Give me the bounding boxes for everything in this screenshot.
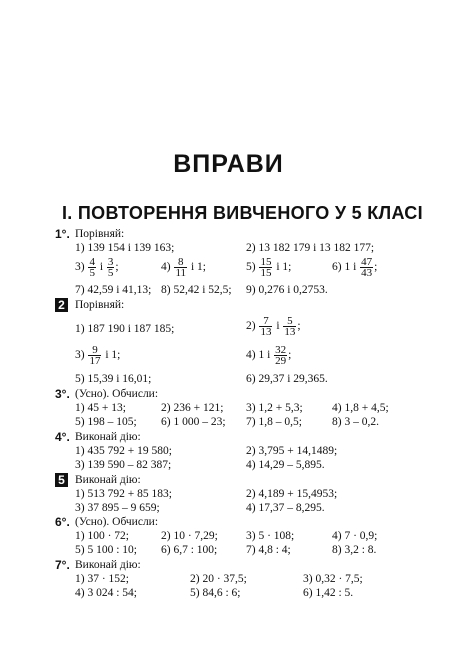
item: 8) 3,2 : 8. xyxy=(332,544,377,556)
exercise-label: Виконай дію: xyxy=(75,559,141,571)
item: 6) 1,42 : 5. xyxy=(303,587,354,599)
page-title: ВПРАВИ xyxy=(173,150,284,178)
item: 5) 84,6 : 6; xyxy=(190,587,241,599)
item: 5) 198 – 105; xyxy=(75,416,137,428)
item-fraction: 4) 1 і $\frac{32}{29}$ ; xyxy=(246,344,292,367)
fraction: $\frac{7}{13}$ xyxy=(260,315,272,338)
item-fraction: 4) $\frac{8}{11}$ і 1; xyxy=(161,256,206,279)
item: 1) 139 154 і 139 163; xyxy=(75,242,175,254)
exercise-number: 1°. xyxy=(55,227,70,241)
item: 7) 42,59 і 41,13; xyxy=(75,284,152,296)
fraction: $\frac{3}{5}$ xyxy=(107,256,114,279)
exercise-label: (Усно). Обчисли: xyxy=(75,516,159,528)
item: 1) 187 190 і 187 185; xyxy=(75,323,175,335)
item: 1) 435 792 + 19 580; xyxy=(75,445,172,457)
exercise-number: 7°. xyxy=(55,558,70,572)
item: 4) 7 · 0,9; xyxy=(332,530,378,542)
fraction: $\frac{32}{29}$ xyxy=(275,344,287,367)
item: 4) 14,29 – 5,895. xyxy=(246,459,325,471)
exercise-number: 6°. xyxy=(55,515,70,529)
item: 3) 37 895 – 9 659; xyxy=(75,502,160,514)
item: 1) 513 792 + 85 183; xyxy=(75,488,172,500)
item: 4) 3 024 : 54; xyxy=(75,587,137,599)
exercise-number: 2 xyxy=(55,298,68,312)
item-fraction: 2) $\frac{7}{13}$ і $\frac{5}{13}$ ; xyxy=(246,315,301,338)
exercise-label: Виконай дію: xyxy=(75,431,141,443)
fraction: $\frac{15}{15}$ xyxy=(260,256,272,279)
fraction: $\frac{5}{13}$ xyxy=(284,315,296,338)
item: 1) 100 · 72; xyxy=(75,530,129,542)
item: 9) 0,276 і 0,2753. xyxy=(246,284,328,296)
item-fraction: 3) $\frac{9}{17}$ і 1; xyxy=(75,344,121,367)
exercise-number: 5 xyxy=(55,473,68,487)
item: 6) 29,37 і 29,365. xyxy=(246,373,328,385)
item: 2) 236 + 121; xyxy=(161,402,224,414)
exercise-label: Порівняй: xyxy=(75,228,125,240)
item: 6) 1 000 – 23; xyxy=(161,416,226,428)
fraction: $\frac{4}{5}$ xyxy=(89,256,95,279)
item: 2) 4,189 + 15,4953; xyxy=(246,488,338,500)
item: 8) 52,42 і 52,5; xyxy=(161,284,232,296)
exercise-label: Виконай дію: xyxy=(75,474,141,486)
section-heading: І. ПОВТОРЕННЯ ВИВЧЕНОГО У 5 КЛАСІ xyxy=(62,203,423,223)
item: 2) 13 182 179 і 13 182 177; xyxy=(246,242,375,254)
item: 1) 37 · 152; xyxy=(75,573,129,585)
item-fraction: 3) $\frac{4}{5}$ і $\frac{3}{5}$ ; xyxy=(75,256,119,279)
item: 2) 20 · 37,5; xyxy=(190,573,247,585)
item: 3) 5 · 108; xyxy=(246,530,295,542)
fraction: $\frac{9}{17}$ xyxy=(89,344,101,367)
exercise-number: 3°. xyxy=(55,387,70,401)
item: 6) 6,7 : 100; xyxy=(161,544,218,556)
item: 1) 45 + 13; xyxy=(75,402,126,414)
item: 3) 139 590 – 82 387; xyxy=(75,459,172,471)
item: 4) 1,8 + 4,5; xyxy=(332,402,389,414)
fraction: $\frac{47}{43}$ xyxy=(361,256,373,279)
item: 3) 1,2 + 5,3; xyxy=(246,402,303,414)
item: 7) 1,8 – 0,5; xyxy=(246,416,302,428)
item: 5) 5 100 : 10; xyxy=(75,544,137,556)
item: 2) 10 · 7,29; xyxy=(161,530,218,542)
item: 5) 15,39 і 16,01; xyxy=(75,373,152,385)
item: 4) 17,37 – 8,295. xyxy=(246,502,325,514)
exercise-label: Порівняй: xyxy=(75,299,125,311)
item-fraction: 5) $\frac{15}{15}$ і 1; xyxy=(246,256,292,279)
item-fraction: 6) 1 і $\frac{47}{43}$ ; xyxy=(332,256,378,279)
item: 3) 0,32 · 7,5; xyxy=(303,573,363,585)
item: 8) 3 – 0,2. xyxy=(332,416,379,428)
exercise-label: (Усно). Обчисли: xyxy=(75,388,159,400)
exercise-number: 4°. xyxy=(55,430,70,444)
item: 7) 4,8 : 4; xyxy=(246,544,291,556)
item: 2) 3,795 + 14,1489; xyxy=(246,445,338,457)
fraction: $\frac{8}{11}$ xyxy=(175,256,187,279)
